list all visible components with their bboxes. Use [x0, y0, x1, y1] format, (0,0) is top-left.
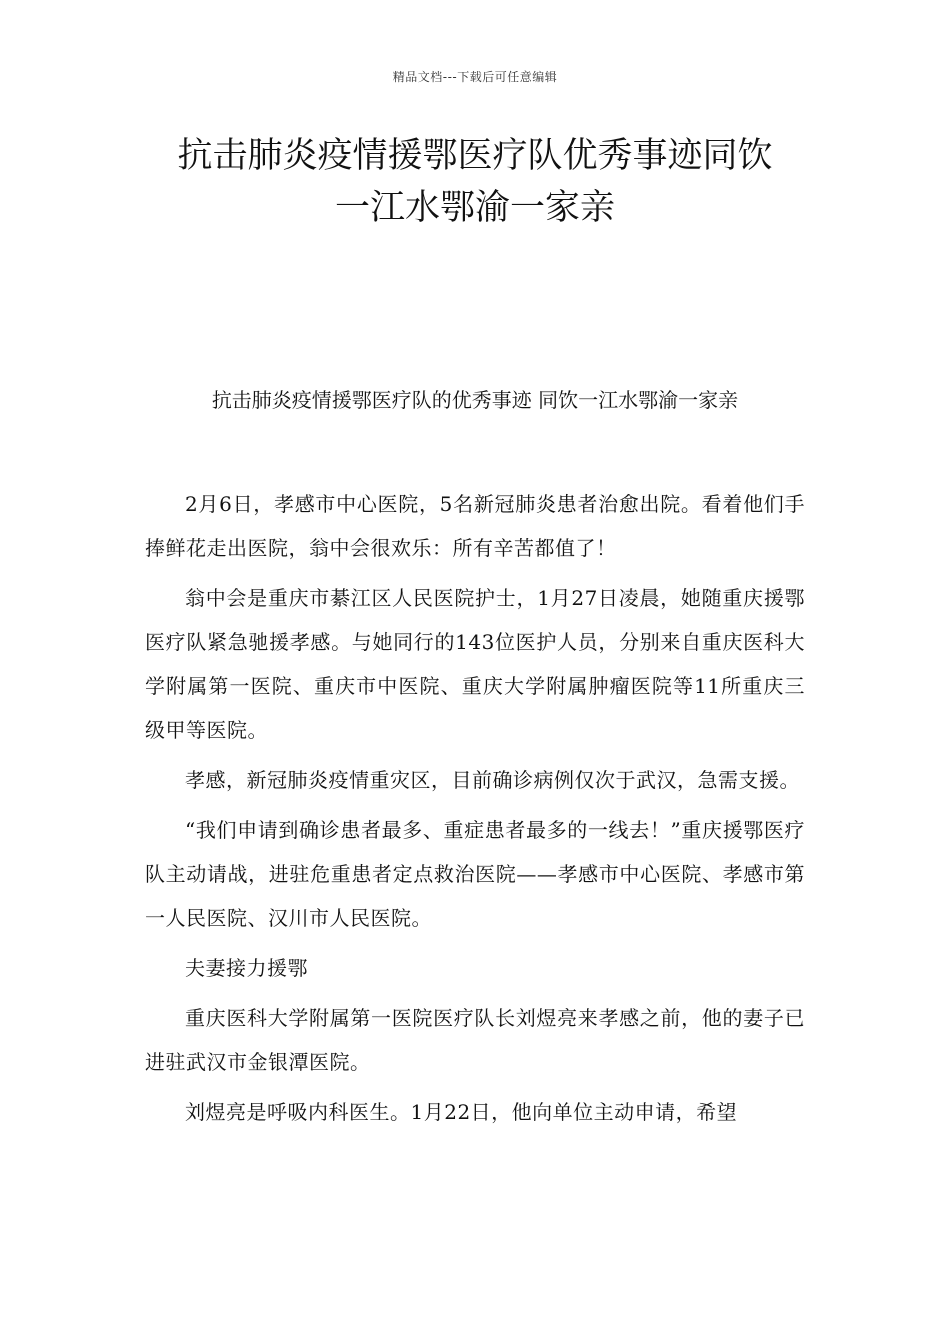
header-note: 精品文档---下载后可任意编辑 — [392, 70, 558, 84]
document-subtitle: 抗击肺炎疫情援鄂医疗队的优秀事迹 同饮一江水鄂渝一家亲 — [211, 388, 739, 412]
paragraph: 重庆医科大学附属第一医院医疗队长刘煜亮来孝感之前，他的妻子已进驻武汉市金银潭医院。 — [145, 1006, 805, 1074]
title-line-1: 抗击肺炎疫情援鄂医疗队优秀事迹同饮 — [177, 136, 773, 176]
paragraph: 翁中会是重庆市綦江区人民医院护士，1月27日凌晨，她随重庆援鄂医疗队紧急驰援孝感。与她同行的143位医护人员，分别来自重庆医科大学附属第一医院、重庆市中医院、重庆大学附属肿瘤医院等11所重庆三级甲等医院。 — [145, 586, 805, 742]
document-title — [140, 130, 810, 234]
paragraph: “我们申请到确诊患者最多、重症患者最多的一线去！”重庆援鄂医疗队主动请战，进驻危重患者定点救治医院——孝感市中心医院、孝感市第一人民医院、汉川市人民医院。 — [145, 818, 805, 930]
document-body — [145, 482, 805, 1140]
paragraph: 2月6日，孝感市中心医院，5名新冠肺炎患者治愈出院。看着他们手捧鲜花走出医院，翁中会很欢乐：所有辛苦都值了！ — [145, 492, 805, 560]
paragraph: 刘煜亮是呼吸内科医生。1月22日，他向单位主动申请，希望 — [185, 1100, 738, 1124]
section-heading: 夫妻接力援鄂 — [185, 956, 308, 980]
paragraph: 孝感，新冠肺炎疫情重灾区，目前确诊病例仅次于武汉，急需支援。 — [185, 768, 800, 792]
title-line-2: 一江水鄂渝一家亲 — [334, 188, 615, 228]
